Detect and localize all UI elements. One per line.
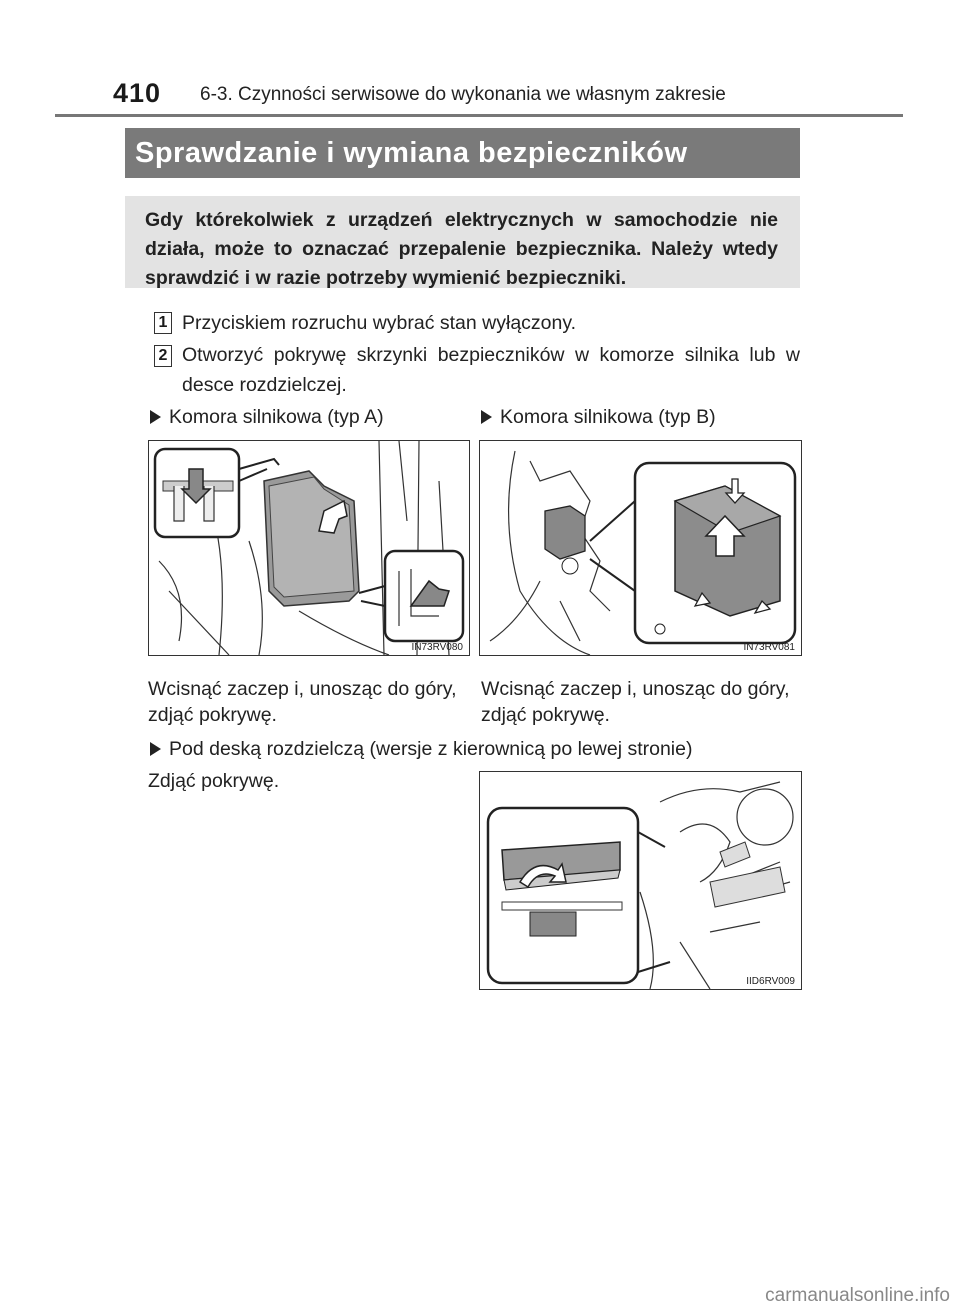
triangle-bullet-icon <box>150 410 161 424</box>
step-number-1: 1 <box>154 312 172 334</box>
figure-code-dashboard: IID6RV009 <box>746 976 795 987</box>
intro-box <box>125 196 800 288</box>
watermark: carmanualsonline.info <box>765 1285 950 1306</box>
caption-dashboard: Zdjąć pokrywę. <box>148 770 280 792</box>
dashboard-fuse-cover-illustration <box>480 772 801 989</box>
triangle-bullet-icon <box>481 410 492 424</box>
step-number-2: 2 <box>154 345 172 367</box>
triangle-bullet-icon <box>150 742 161 756</box>
bullet-engine-b-text: Komora silnikowa (typ B) <box>500 406 716 428</box>
caption-engine-b: Wcisnąć zaczep i, unosząc do góry, zdjąć pokrywę. <box>481 678 790 726</box>
fuse-box-type-a-illustration <box>149 441 469 655</box>
section-title: 6-3. Czynności serwisowe do wykonania we własnym zakresie <box>200 84 726 105</box>
bullet-engine-a <box>150 404 384 430</box>
bullet-dashboard-text: Pod deską rozdzielczą (wersje z kierownicą po lewej stronie) <box>169 738 693 760</box>
figure-code-a: IN73RV080 <box>411 642 463 653</box>
caption-engine-a: Wcisnąć zaczep i, unosząc do góry, zdjąć pokrywę. <box>148 678 457 726</box>
step-text-1: Przyciskiem rozruchu wybrać stan wyłączony. <box>182 312 577 334</box>
figure-dashboard <box>479 771 802 990</box>
bullet-engine-b <box>481 404 716 430</box>
step-text-2: Otworzyć pokrywę skrzynki bezpieczników w komorze silnika lub w desce rozdzielczej. <box>182 344 800 396</box>
fuse-box-type-b-illustration <box>480 441 801 655</box>
figure-code-b: IN73RV081 <box>743 642 795 653</box>
bullet-engine-a-text: Komora silnikowa (typ A) <box>169 406 384 428</box>
intro-text: Gdy którekolwiek z urządzeń elektrycznych w samochodzie nie działa, może to oznaczać przepalenie bezpiecznika. Należy wtedy sprawdzić i w razie potrzeby wymienić bezpieczniki. <box>145 209 778 289</box>
bullet-dashboard <box>150 736 692 762</box>
figure-engine-b <box>479 440 802 656</box>
figure-engine-a <box>148 440 470 656</box>
page-number: 410 <box>113 78 162 108</box>
header-rule <box>55 114 903 117</box>
page-title: Sprawdzanie i wymiana bezpieczników <box>125 128 800 178</box>
